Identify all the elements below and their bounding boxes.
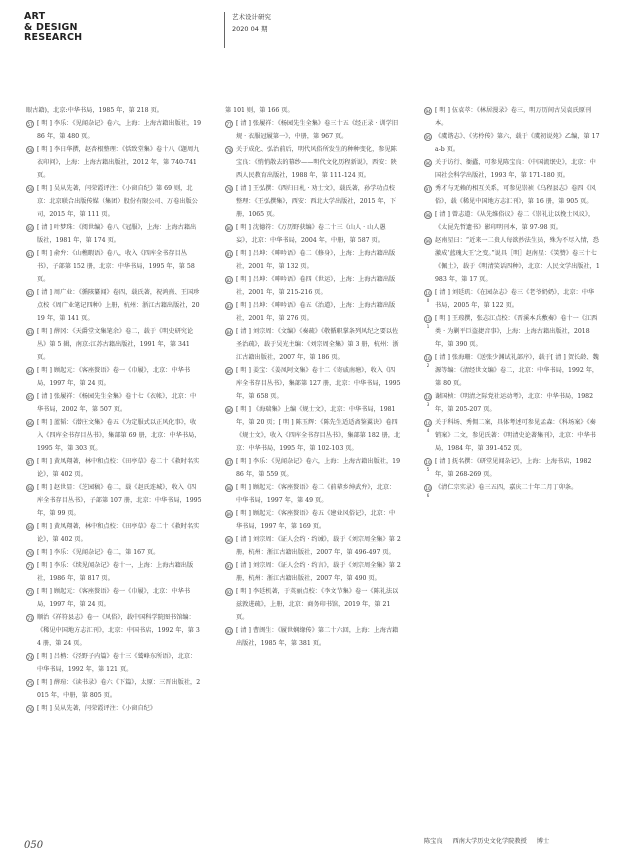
notes-column-3	[424, 104, 600, 498]
footnote-number: 99	[425, 238, 431, 244]
footnote	[225, 624, 401, 650]
footnote-number: 64	[27, 368, 33, 374]
footnote-number: 71	[27, 563, 33, 569]
footnote-number: 78	[226, 147, 232, 153]
footnote-number: 63	[27, 329, 33, 335]
journal-name: 艺术设计研究	[232, 13, 271, 21]
footnote-number: 86	[226, 407, 232, 413]
footnote-text: [ 明 ] 顾起元：《客座赘语》卷一《巾履》，北京：中华书局，1997 年，第 24 页。	[37, 588, 191, 608]
footnote	[26, 325, 202, 364]
footnote-number: 62	[27, 290, 33, 296]
footnote-text: [ 明 ] 李日华撰，赵杏根整理：《恬致堂集》卷十八《题周九衣印问》，上海：上海古籍出版社，2012 年，第 740-741 页。	[37, 146, 200, 179]
footnote-number: 68	[27, 485, 33, 491]
footnote	[424, 390, 600, 416]
footnote	[424, 455, 600, 481]
footnote-number: 90	[226, 537, 232, 543]
footnote	[424, 416, 600, 455]
footnote-text: [ 明 ] 李廷机著，于英丽点校：《李文节集》卷一《陈礼法以兹敦进疏》，上册，北京：商务印书馆，2019 年，第 21 页。	[236, 588, 399, 621]
footnote	[225, 364, 401, 403]
footnote-number: 81	[226, 251, 232, 257]
footnote-text: 《清仁宗实录》卷三五四，嘉庆二十年二月丁卯条。	[435, 484, 578, 491]
footnote-text: 顺治《祥符县志》卷一《风俗》，载中国科学院图书馆编：《稀见中国地方志汇刊》，北京：中国书店，1992 年，第 34 册，第 24 页。	[37, 614, 200, 647]
footnote	[424, 130, 600, 156]
footnote-number: 58	[27, 147, 33, 153]
footnote-text: [ 明 ] 吕坤：《呻吟语》卷四《世运》，上海：上海古籍出版社，2001 年，第 215-216 页。	[236, 276, 396, 296]
footnote-number: 89	[226, 511, 232, 517]
footnote	[26, 390, 202, 416]
footnote	[225, 104, 401, 117]
footnote-text: 关于科场、秀佣二案，具体考述可参见孟森：《科场案》《奏销案》二文，参见氏著：《明清史论著集刊》，北京：中华书局，1984 年，第 391-452 页。	[435, 419, 596, 452]
footnote-text: [ 清 ] 刘廷玑：《在园杂志》卷三《老爷奶奶》，北京：中华书局，2005 年，第 122 页。	[435, 289, 595, 309]
footnote-number: 80	[226, 225, 232, 231]
footnote-number: 70	[27, 550, 33, 556]
footnote-text: [ 明 ] 顾起元：《客座赘语》卷二《前辈乡绅武弁》，北京：中华书局，1997 年，第 49 页。	[236, 484, 396, 504]
footnote-text: [ 明 ] 顾起元：《客座赘语》卷一《巾履》，北京：中华书局，1997 年，第 24 页。	[37, 367, 191, 387]
footnote-text: [ 明 ] 黄凤翔著，林中和点校：《田亭草》卷二十《救时名实论》，第 402 页。	[37, 523, 200, 543]
footnote-number: 102	[425, 355, 431, 368]
footnote-number: 57	[27, 121, 33, 127]
footnote-text: [ 明 ] 顾起元：《客座赘语》卷五《建业风俗记》，北京：中华书局，1997 年，第 169 页。	[236, 510, 396, 530]
footnote-number: 73	[27, 615, 33, 621]
footnote	[424, 286, 600, 312]
footnote-number: 59	[27, 186, 33, 192]
footnote-text: [ 清 ] 张履祥：《杨园先生全集》卷十七《衣帐》，北京：中华书局，2002 年，第 507 页。	[37, 393, 197, 413]
footnote-number: 72	[27, 589, 33, 595]
footnote	[26, 143, 202, 182]
footnote-text: 眼古籍)，北京:中华书局，1985 年，第 218 页。	[26, 107, 163, 114]
journal-header	[232, 11, 271, 35]
footnote-number: 60	[27, 225, 33, 231]
footnote-text: [ 清 ] 刘宗周：《证人会约 · 约诫》，载于《刘宗周全集》第 2 册，杭州：浙江古籍出版社，2007 年，第 496-497 页。	[236, 536, 401, 556]
footnote	[26, 520, 202, 546]
footnote-text: [ 明 ] 俞弁：《山樵暇语》卷八，收入《四库全书存目丛书》，子部第 152 册，北京：中华书局，1995 年，第 58 页。	[37, 250, 195, 283]
footnote-text: [ 明 ] 李乐：《见闻杂记》卷六，上海：上海古籍出版社，1986 年，第 480 页。	[37, 120, 202, 140]
footnote-text: [ 明 ] 姜宝：《姜凤阿文集》卷十二《寄戚南塘》，收入《四库全书存目丛书》，集部第 127 册，北京：中华书局，1995 年，第 658 页。	[236, 367, 401, 400]
footnote	[26, 364, 202, 390]
footnote-text: [ 明 ] 赵世显：《芝园稿》卷二，载《赵氏连城》，收入《四库全书存目丛书》，子部第 107 册，北京：中华书局，1995 年，第 99 页。	[37, 484, 202, 517]
footnote-number: 91	[226, 563, 232, 569]
footnote	[26, 559, 202, 585]
footnote-text: 关于访行、衙蠹，可参见陈宝良：《中国流氓史》，北京：中国社会科学出版社，1993 年，第 171-180 页。	[435, 159, 596, 179]
footnote	[225, 533, 401, 559]
logo-line-1: ART	[24, 11, 46, 22]
footnote-number: 82	[226, 277, 232, 283]
footnote-text: [ 明 ] 薛冈：《天爵堂文集笔余》卷二，载于《明史研究论丛》第 5 辑，南京:江苏古籍出版社，1991 年，第 341 页。	[37, 328, 194, 361]
footnote	[225, 403, 401, 455]
footnote	[26, 416, 202, 455]
logo-line-2: & DESIGN	[24, 21, 78, 33]
footnote-text: [ 明 ] 伍袁萃：《林居漫录》卷三，明万历间古吴袁氏原刊本。	[435, 107, 592, 127]
footnote-text: 赵南星曰：“近来一二贵人每欲抄法生员，殊为不尽入情，恐激成‘蓝瑰大王’之变。”说具［明］赵南星：《笑赞》卷三十七《佩土》，载于《明清笑话四种》，北京：人民文学出版社，1983 年，第 17 页。	[435, 237, 600, 283]
footnote-number: 92	[226, 589, 232, 595]
footnote-number: 84	[226, 329, 232, 335]
footnote-number: 97	[425, 186, 431, 192]
footnote-text: [ 明 ] 吕坤：《呻吟语》卷五《治道》，上海：上海古籍出版社，2001 年，第 276 页。	[236, 302, 396, 322]
footnote-number: 75	[27, 680, 33, 686]
footnote-number: 76	[27, 706, 33, 712]
notes-column-1	[26, 104, 202, 715]
footnote-text: [ 明 ] 黄凤翔著，林中和点校：《田亭草》卷二十《救时名实论》，第 402 页。	[37, 458, 200, 478]
footnote	[26, 650, 202, 676]
footnote-text: [ 清 ] 刘宗周：《证人会约 · 约言》，载于《刘宗周全集》第 2 册，杭州：浙江古籍出版社，2007 年，第 490 页。	[236, 562, 401, 582]
footnote	[26, 117, 202, 143]
footnote-text: [ 明 ] 李乐：《见闻杂记》卷二，第 167 页。	[37, 549, 160, 556]
footnote-text: 谢国桢：《明清之际党社运动考》，北京：中华书局，1982 年，第 205-207 页。	[435, 393, 594, 413]
footnote-number: 77	[226, 121, 232, 127]
footnote	[225, 117, 401, 143]
footnote-number: 65	[27, 394, 33, 400]
footnote-number: 67	[27, 459, 33, 465]
footnote-text: [ 明 ] 李乐：《续见闻杂记》卷十一，上海：上海古籍出版社，1986 年，第 817 页。	[37, 562, 194, 582]
issue-label: 2020 04 期	[232, 25, 268, 33]
author-degree: 博士	[536, 838, 550, 845]
footnote	[225, 247, 401, 273]
footnote-number: 83	[226, 303, 232, 309]
footnote	[424, 481, 600, 498]
footnote-text: [ 明 ] 王琼撰，张志江点校：《晋溪本兵敷奏》卷十一《江西类 · 为剿平巨盗捷音事》，上海：上海古籍出版社，2018 年，第 390 页。	[435, 315, 598, 348]
footnote-text: [ 清 ] 周广业：《循陔纂闻》卷四，载氏著，祝鸿熹、王国珍点校《周广业笔记四种》上册，杭州：浙江古籍出版社，2019 年，第 141 页。	[37, 289, 200, 322]
footnote-number: 69	[27, 524, 33, 530]
footnote-text: [ 明 ] 吕柟：《泾野子内篇》卷十三《鹫峰东所语》，北京：中华书局，1992 年，第 121 页。	[37, 653, 197, 673]
footnote-text: [ 明 ] 李乐：《见闻杂记》卷六，上海：上海古籍出版社，1986 年，第 559 页。	[236, 458, 401, 478]
footnote-text: [ 清 ] 曹闽生：《履世娴缘传》第二十六回，上海：上海古籍出版社，1985 年，第 381 页。	[236, 627, 399, 647]
footnote-number: 85	[226, 368, 232, 374]
footnote-text: [ 清 ] 曾志道：《从先维俗议》卷二《崇礼让以挽士风议》，《太昆先哲遗书》影印明刊本，第 97-98 页。	[435, 211, 595, 231]
footnote-number: 88	[226, 485, 232, 491]
footnote	[424, 156, 600, 182]
footnote	[26, 676, 202, 702]
footnote-number: 93	[226, 628, 232, 634]
footnote-number: 61	[27, 251, 33, 257]
footnote	[26, 702, 202, 715]
footnote	[225, 325, 401, 364]
footnote-number: 94	[425, 108, 431, 114]
footnote	[225, 299, 401, 325]
footnote	[26, 481, 202, 520]
footnote-number: 79	[226, 186, 232, 192]
footnote-number: 105	[425, 459, 431, 472]
footnote-number: 74	[27, 654, 33, 660]
footnote	[424, 312, 600, 351]
footnote-text: [ 明 ] 吴从先著，闫荣霞评注：《小窗自纪》	[37, 705, 157, 712]
footnote	[225, 507, 401, 533]
footnote-text: [ 清 ] 抚名撰：《研堂见闻杂记》，上海：上海书店，1982 年，第 268-269 页。	[435, 458, 592, 478]
author-name: 陈宝良	[424, 838, 443, 845]
footnote-text: [ 明 ] 吴从先著，闫荣霞评注：《小窗自纪》第 69 则，北京：北京联合出版传媒（集团）股份有限公司、万卷出版公司，2015 年，第 111 页。	[37, 185, 198, 218]
footnote	[225, 455, 401, 481]
footnote	[26, 182, 202, 221]
footnote	[225, 585, 401, 624]
footnote-text: [ 清 ] 张履祥：《杨园先生全集》卷三十五《经正录 · 训学旧规 · 衣服冠履第一》，中册，第 967 页。	[236, 120, 399, 140]
footnote-text: [ 明 ] 沈德符：《万历野获编》卷二十三《山人 · 山人愚妄》，北京：中华书局，2004 年，中册，第 587 页。	[236, 224, 386, 244]
footnote-text: [ 清 ] 叶梦珠：《阅世编》卷八《冠服》，上海：上海古籍出版社，1981 年，第 174 页。	[37, 224, 197, 244]
footnote	[424, 182, 600, 208]
header-divider	[224, 12, 225, 48]
footnote-text: [ 明 ] 薛瑄：《读书录》卷六《下篇》，太原：三晋出版社，2015 年，中册，第 805 页。	[37, 679, 201, 699]
footnote-text: [ 明 ] 《海瑞集》上编《规士文》，北京：中华书局，1981 年，第 20 页；[ 明 ] 陈玉辉：《陈先生适适斋鉴翼诀》卷四《规士文》，收入《四库全书存目丛书》，集部第 182 册，北京：中华书局，1995 年，第 102-103 页。	[236, 406, 401, 452]
footnote	[26, 286, 202, 325]
footnote	[225, 559, 401, 585]
footnote-text: [ 清 ] 王弘撰：《西归日札 · 劝士文》，载氏著，孙学功点校整理：《王弘撰集》，西安：西北大学出版社，2015 年，下册，1065 页。	[236, 185, 397, 218]
footnote	[26, 546, 202, 559]
footnote	[424, 234, 600, 286]
footnote-number: 103	[425, 394, 431, 407]
footnote	[424, 104, 600, 130]
author-affiliation: 西南大学历史文化学院教授	[452, 838, 527, 845]
footnote	[225, 481, 401, 507]
footnote-text: 关于成化、弘治前后，明代风俗所发生的种种变化，参见陈宝良：《悄悄散去的幕纱——明代文化历程新说》，西安：陕西人民教育出版社，1988 年，第 111-124 页。	[236, 146, 397, 179]
footnote	[225, 273, 401, 299]
footnote-text: 第 101 则，第 166 页。	[225, 107, 294, 114]
footnote-number: 95	[425, 134, 431, 140]
footnote	[424, 351, 600, 390]
footnote	[26, 611, 202, 650]
footnote-text: [ 清 ] 刘宗周：《文编》《奏疏》《敬循职掌条列风纪之要以佐圣治疏》，载于吴光主编：《刘宗周全集》第 3 册，杭州：浙江古籍出版社，2007 年，第 186 页。	[236, 328, 399, 361]
footnote	[26, 455, 202, 481]
footnote-text: [ 明 ] 蓝韬：《潜庄文集》卷五《为定服式以正风化事》，收入《四库全书存目丛书》，集部第 69 册，北京：中华书局，1995 年，第 303 页。	[37, 419, 201, 452]
footnote	[424, 208, 600, 234]
footnote-number: 66	[27, 420, 33, 426]
footnote-text: [ 清 ] 张海珊：《送张少渊试礼部序》，载于[ 清 ] 贺长龄、魏源等编：《清经世文编》卷二，北京：中华书局，1992 年，第 80 页。	[435, 354, 599, 387]
footnote-number: 98	[425, 212, 431, 218]
footnote	[26, 221, 202, 247]
footnote-text: [ 明 ] 吕坤：《呻吟语》卷二《修身》，上海：上海古籍出版社，2001 年，第 132 页。	[236, 250, 396, 270]
footnote	[26, 104, 202, 117]
footnote-text: 秀才与无赖的相互关系，可参见崇祯《乌程县志》卷四《风俗》，载《稀见中国地方志汇刊》，第 16 册，第 905 页。	[435, 185, 596, 205]
footnote	[26, 585, 202, 611]
footnote-number: 96	[425, 160, 431, 166]
journal-logo	[24, 12, 82, 44]
footnote	[225, 143, 401, 182]
footnote	[26, 247, 202, 286]
page-number: 050	[24, 840, 44, 851]
footnote-number: 87	[226, 459, 232, 465]
footnote-number: 106	[425, 485, 431, 498]
footnote	[225, 221, 401, 247]
footnote-text: 《虞谐志》、《劣柃传》第六，载于《虞初说苑》乙编，第 17a-b 页。	[435, 133, 600, 153]
footnote-number: 101	[425, 316, 431, 329]
author-line	[424, 836, 604, 845]
footnote-number: 104	[425, 420, 431, 433]
notes-column-2	[225, 104, 401, 650]
footnote-number: 100	[425, 290, 431, 303]
footnote	[225, 182, 401, 221]
logo-line-3: RESEARCH	[24, 32, 83, 43]
